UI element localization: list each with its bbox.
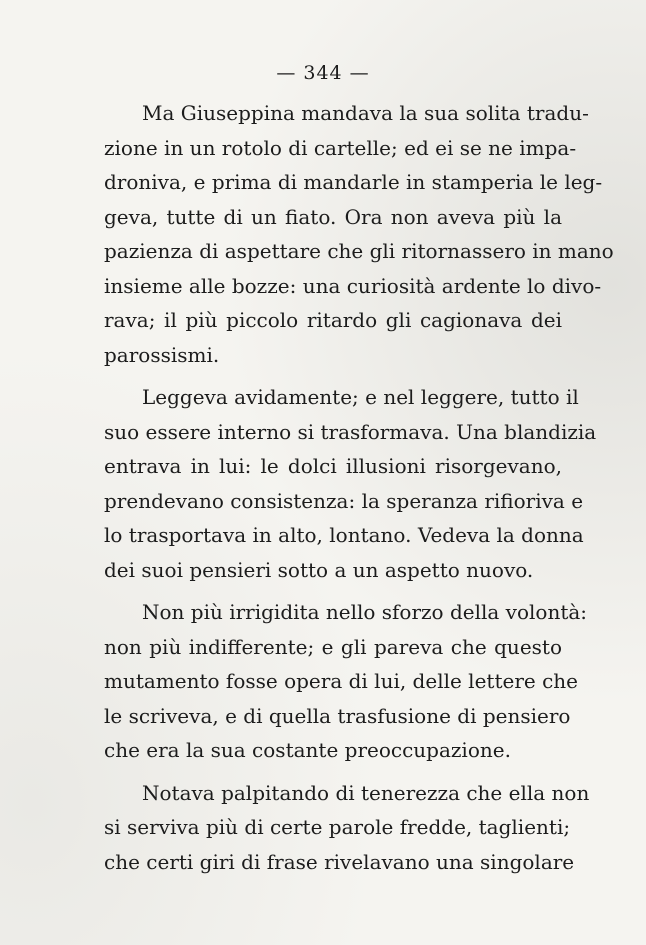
paragraph-4	[104, 776, 590, 880]
text-line: zione in un rotolo di cartelle; ed ei se ne impa-	[104, 135, 577, 160]
text-line: entrava in lui: le dolci illusioni risorgevano,	[104, 454, 562, 478]
text-line: rava; il più piccolo ritardo gli cagionava dei	[104, 308, 562, 332]
text-line: Ma Giuseppina mandava la sua solita tradu-	[142, 101, 589, 125]
text-line: mutamento fosse opera di lui, delle lettere che	[104, 669, 578, 693]
text-line: pazienza di aspettare che gli ritornassero in mano	[104, 239, 614, 263]
text-line: insieme alle bozze: una curiosità ardente lo divo-	[104, 273, 602, 298]
text-line: Leggeva avidamente; e nel leggere, tutto il	[142, 385, 579, 409]
text-line: che era la sua costante preoccupazione.	[104, 738, 511, 762]
text-line: Non più irrigidita nello sforzo della volontà:	[142, 600, 588, 624]
paragraph-3	[104, 595, 588, 768]
page-number: — 344 —	[276, 62, 370, 84]
paragraph-1	[104, 96, 614, 372]
text-line: le scriveva, e di quella trasfusione di pensiero	[104, 703, 571, 728]
text-line: non più indifferente; e gli pareva che questo	[104, 634, 562, 659]
text-line: geva, tutte di un fiato. Ora non aveva più la	[104, 204, 562, 229]
text-line: suo essere interno si trasformava. Una blandizia	[104, 419, 597, 444]
text-line: droniva, e prima di mandarle in stamperia le leg-	[104, 170, 603, 194]
text-line: parossismi.	[104, 342, 220, 367]
text-line: prendevano consistenza: la speranza rifioriva e	[104, 488, 584, 513]
text-line: che certi giri di frase rivelavano una singolare	[104, 849, 575, 874]
text-line: Notava palpitando di tenerezza che ella non	[142, 780, 590, 805]
text-body	[104, 96, 614, 879]
text-line: si serviva più di certe parole fredde, taglienti;	[104, 815, 571, 839]
text-line: dei suoi pensieri sotto a un aspetto nuovo.	[104, 557, 534, 582]
text-line: lo trasportava in alto, lontano. Vedeva la donna	[104, 523, 584, 547]
paragraph-2	[104, 380, 597, 587]
